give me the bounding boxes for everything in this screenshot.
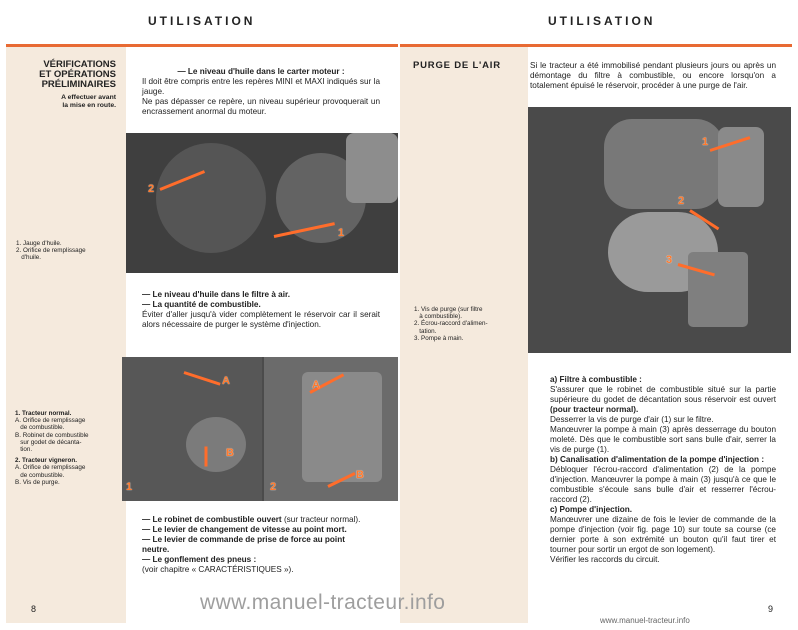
photo-engine-oil [126, 133, 398, 273]
right-page-number: 9 [768, 604, 774, 614]
left-sidebar [6, 47, 126, 623]
right-photo-callout-3: 3 [666, 254, 673, 266]
right-photo [528, 107, 791, 353]
step-b-body: Débloquer l'écrou-raccord d'alimentation (2) de la pompe d'injection. Manœuvrer la pompe à main (3) jusqu'à ce que le combustible s'écoule sans bulle d'air et resserrer l'écrou-raccord (2). [550, 465, 776, 504]
step-c-body: Manœuvrer une dizaine de fois le levier de commande de la pompe d'injection (voir fig. page 10) sur toute sa course (ce dernier porte à son extrémité un bouton qu'il faut tirer et tourner pour sortir un ergot de son logement). Vérifier les raccords du circuit. [550, 515, 776, 564]
right-section-title: PURGE DE L'AIR [413, 60, 501, 71]
photo2-arrow-b-left [205, 447, 208, 467]
step-a-heading: a) Filtre à combustible : [550, 375, 642, 384]
photo2-callout-a-right: A [312, 379, 320, 391]
step-b-heading: b) Canalisation d'alimentation de la pompe d'injection : [550, 455, 765, 464]
photo2-legend-a2: A. Orifice de remplissage de combustible. [15, 464, 86, 479]
right-photo-pump [688, 252, 748, 327]
left-text-2-body: Éviter d'aller jusqu'à vider complètement le réservoir car il serait alors nécessaire de purger le système d'injection. [142, 310, 380, 329]
left-text-block-2 [142, 290, 380, 330]
left-text-block-3 [142, 515, 367, 575]
photo2-tank-left [186, 417, 246, 472]
left-text-1-body: Il doit être compris entre les repères MINI et MAXI indiqués sur la jauge. Ne pas dépasser ce repère, un niveau supérieur provoquerait un encrassement anormal du moteur. [142, 77, 380, 116]
left-text-3-line1 [142, 515, 367, 525]
engine-shape [156, 143, 266, 253]
left-text-3-line4: — Le gonflement des pneus : [142, 555, 257, 564]
photo1-callout-1: 1 [338, 227, 345, 239]
photo2-legend [15, 410, 123, 486]
photo2-legend-b2: B. Vis de purge. [15, 478, 60, 486]
right-photo-legend: 1. Vis de purge (sur filtre à combustible). 2. Écrou-raccord d'alimen- tation. 3. Pompe à main. [414, 306, 488, 342]
left-text-3-line1-suffix: (sur tracteur normal). [283, 515, 361, 524]
photo2-legend-a1: A. Orifice de remplissage de combustible. [15, 417, 86, 432]
right-photo-callout-1: 1 [702, 136, 709, 148]
step-c-heading: c) Pompe d'injection. [550, 505, 633, 514]
photo-fuel-tanks [122, 357, 398, 501]
left-sidebar-title: VÉRIFICATIONS ET OPÉRATIONS PRÉLIMINAIRES [39, 59, 116, 90]
photo2-callout-b-right: B [356, 469, 364, 481]
right-photo-callout-2: 2 [678, 195, 685, 207]
left-header-title: UTILISATION [148, 14, 256, 28]
photo2-callout-1: 1 [126, 481, 133, 493]
left-text-1-heading: — Le niveau d'huile dans le carter moteur : [177, 67, 345, 76]
left-text-3-line2: — Le levier de changement de vitesse au point mort. [142, 525, 347, 534]
watermark: www.manuel-tracteur.info [200, 591, 446, 614]
left-text-3-line1-main: — Le robinet de combustible ouvert [142, 515, 282, 524]
left-page-number: 8 [31, 604, 37, 614]
photo2-legend-title-1: 1. Tracteur normal. [15, 410, 72, 417]
right-intro: Si le tracteur a été immobilisé pendant plusieurs jours ou après un démontage du filtre à combustible, ou encore lorsqu'on a totalement épuisé le réservoir, procéder à une purge de l'air. [530, 61, 776, 90]
photo1-callout-2: 2 [148, 183, 155, 195]
right-steps [550, 375, 776, 565]
engine-highlight [346, 133, 398, 203]
step-a-body-2: Desserrer la vis de purge d'air (1) sur le filtre. Manœuvrer la pompe à main (3) après desserrage du bouton moleté. Dès que le combustible sort sans bulle d'air, serrer la vis de purge (1). [550, 415, 776, 454]
photo2-legend-b1: B. Robinet de combustible sur godet de décanta- tion. [15, 431, 89, 454]
left-text-3-line3: — Le levier de commande de prise de force au point neutre. [142, 535, 345, 554]
right-header-title: UTILISATION [548, 14, 656, 28]
right-photo-pipes [604, 119, 724, 209]
watermark-small: www.manuel-tracteur.info [600, 616, 690, 625]
left-text-2-heading2: — La quantité de combustible. [142, 300, 261, 309]
step-a-body [550, 385, 776, 415]
photo2-callout-b-left: B [226, 447, 234, 459]
left-sidebar-subtitle: A effectuer avant la mise en route. [61, 94, 116, 109]
left-text-2-heading1: — Le niveau d'huile dans le filtre à air. [142, 290, 291, 299]
photo2-callout-a-left: A [222, 375, 230, 387]
step-a-body-emphasis: (pour tracteur normal). [550, 405, 639, 414]
photo2-callout-2: 2 [270, 481, 277, 493]
left-text-3-line5: (voir chapitre « CARACTÉRISTIQUES »). [142, 565, 294, 574]
step-a-body-main: S'assurer que le robinet de combustible situé sur la partie supérieure du godet de décantation sous réservoir est ouvert [550, 385, 776, 404]
photo2-legend-title-2: 2. Tracteur vigneron. [15, 457, 77, 465]
photo1-legend: 1. Jauge d'huile. 2. Orifice de remplissage d'huile. [16, 240, 86, 262]
left-text-block-1 [142, 67, 380, 117]
